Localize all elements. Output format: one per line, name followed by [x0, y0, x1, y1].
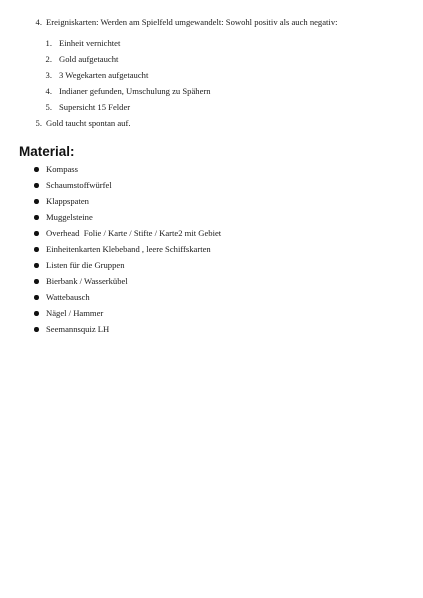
- sub-list-text: Indianer gefunden, Umschulung zu Spähern: [59, 86, 211, 96]
- bullet-icon: [34, 231, 39, 236]
- bullet-icon: [34, 199, 39, 204]
- material-item-text: Seemannsquiz LH: [46, 324, 110, 334]
- bullet-icon: [34, 247, 39, 252]
- sub-list-text: Supersicht 15 Felder: [59, 102, 131, 112]
- sub-list-text: 3 Wegekarten aufgetaucht: [59, 70, 149, 80]
- material-item-text: Muggelsteine: [46, 212, 93, 222]
- material-item-text: Einheitenkarten Klebeband , leere Schiffskarten: [46, 244, 211, 254]
- bullet-icon: [34, 183, 39, 188]
- material-item-text: Nägel / Hammer: [46, 308, 104, 318]
- bullet-icon: [34, 311, 39, 316]
- sub-list-number: 4.: [45, 86, 52, 96]
- material-item-text: Schaumstoffwürfel: [46, 180, 112, 190]
- bullet-icon: [34, 167, 39, 172]
- bullet-icon: [34, 327, 39, 332]
- sub-list-text: Gold aufgetaucht: [59, 54, 119, 64]
- material-heading: Material:: [19, 144, 75, 159]
- sub-list-number: 1.: [45, 38, 52, 48]
- bullet-icon: [34, 215, 39, 220]
- sub-list-number: 3.: [45, 70, 52, 80]
- sub-list-number: 2.: [45, 54, 52, 64]
- sub-list-text: Einheit vernichtet: [59, 38, 121, 48]
- material-item-text: Listen für die Gruppen: [46, 260, 125, 270]
- list-item-text: Gold taucht spontan auf.: [46, 118, 131, 128]
- bullet-icon: [34, 263, 39, 268]
- sub-list-number: 5.: [45, 102, 52, 112]
- material-item-text: Wattebausch: [46, 292, 90, 302]
- list-item-text: Ereigniskarten: Werden am Spielfeld umgewandelt: Sowohl positiv als auch negativ:: [46, 17, 338, 27]
- bullet-icon: [34, 295, 39, 300]
- list-number: 5.: [35, 118, 42, 128]
- list-number: 4.: [35, 17, 42, 27]
- material-item-text: Bierbank / Wasserkübel: [46, 276, 128, 286]
- bullet-icon: [34, 279, 39, 284]
- material-item-text: Kompass: [46, 164, 78, 174]
- material-item-text: Klappspaten: [46, 196, 89, 206]
- material-item-text: Overhead Folie / Karte / Stifte / Karte2 mit Gebiet: [46, 228, 222, 238]
